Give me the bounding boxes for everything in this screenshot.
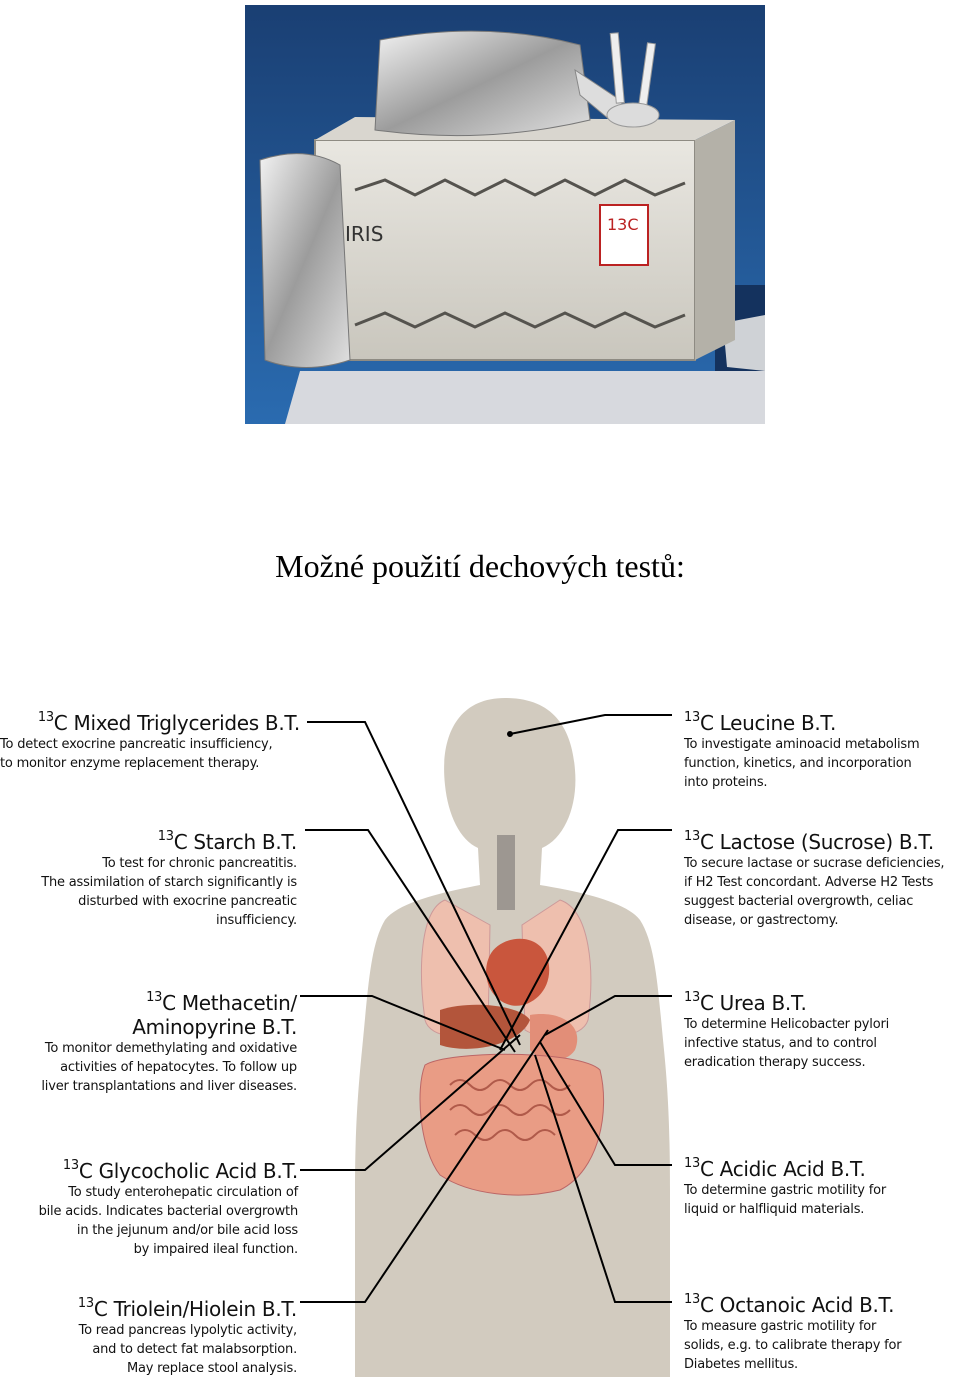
label-triolein: $^{13}$C Triolein/Hiolein B.T. To read pancreas lypolytic activity, and to detect fat malabsorption. May replace stool analysis. xyxy=(77,1296,297,1376)
isotope-badge-text: 13C xyxy=(607,215,639,234)
breath-test-device-photo xyxy=(245,5,765,424)
label-starch: $^{13}$C Starch B.T. To test for chronic pancreatitis. The assimilation of starch significantly is disturbed with exocrine pancreatic insufficiency. xyxy=(41,829,297,928)
label-lactose: $^{13}$C Lactose (Sucrose) B.T. To secure lactase or sucrase deficiencies, if H2 Test concordant. Adverse H2 Tests suggest bacterial overgrowth, celiac disease, or gastrectomy. xyxy=(684,829,945,928)
label-methacetin: $^{13}$C Methacetin/ Aminopyrine B.T. To monitor demethylating and oxidative activities of hepatocytes. To follow up liver transplantations and liver diseases. xyxy=(41,990,297,1094)
device-brand-text: IRIS xyxy=(345,222,384,246)
breath-test-infographic xyxy=(0,690,960,1377)
label-glycocholic-acid: $^{13}$C Glycocholic Acid B.T. To study enterohepatic circulation of bile acids. Indicates bacterial overgrowth in the jejunum and/or bile acid loss by impaired ileal function. xyxy=(38,1158,298,1257)
label-urea: $^{13}$C Urea B.T. To determine Helicobacter pylori infective status, and to control eradication therapy success. xyxy=(684,990,890,1070)
label-acidic-acid: $^{13}$C Acidic Acid B.T. To determine gastric motility for liquid or halfliquid materials. xyxy=(684,1156,886,1217)
label-mixed-triglycerides: $^{13}$C Mixed Triglycerides B.T. To detect exocrine pancreatic insufficiency, to monitor enzyme replacement therapy. xyxy=(0,710,300,771)
label-octanoic-acid: $^{13}$C Octanoic Acid B.T. To measure gastric motility for solids, e.g. to calibrate therapy for Diabetes mellitus. xyxy=(684,1292,902,1372)
label-leucine: $^{13}$C Leucine B.T. To investigate aminoacid metabolism function, kinetics, and incorporation into proteins. xyxy=(684,710,920,790)
page-heading: Možné použití dechových testů: xyxy=(275,548,685,584)
